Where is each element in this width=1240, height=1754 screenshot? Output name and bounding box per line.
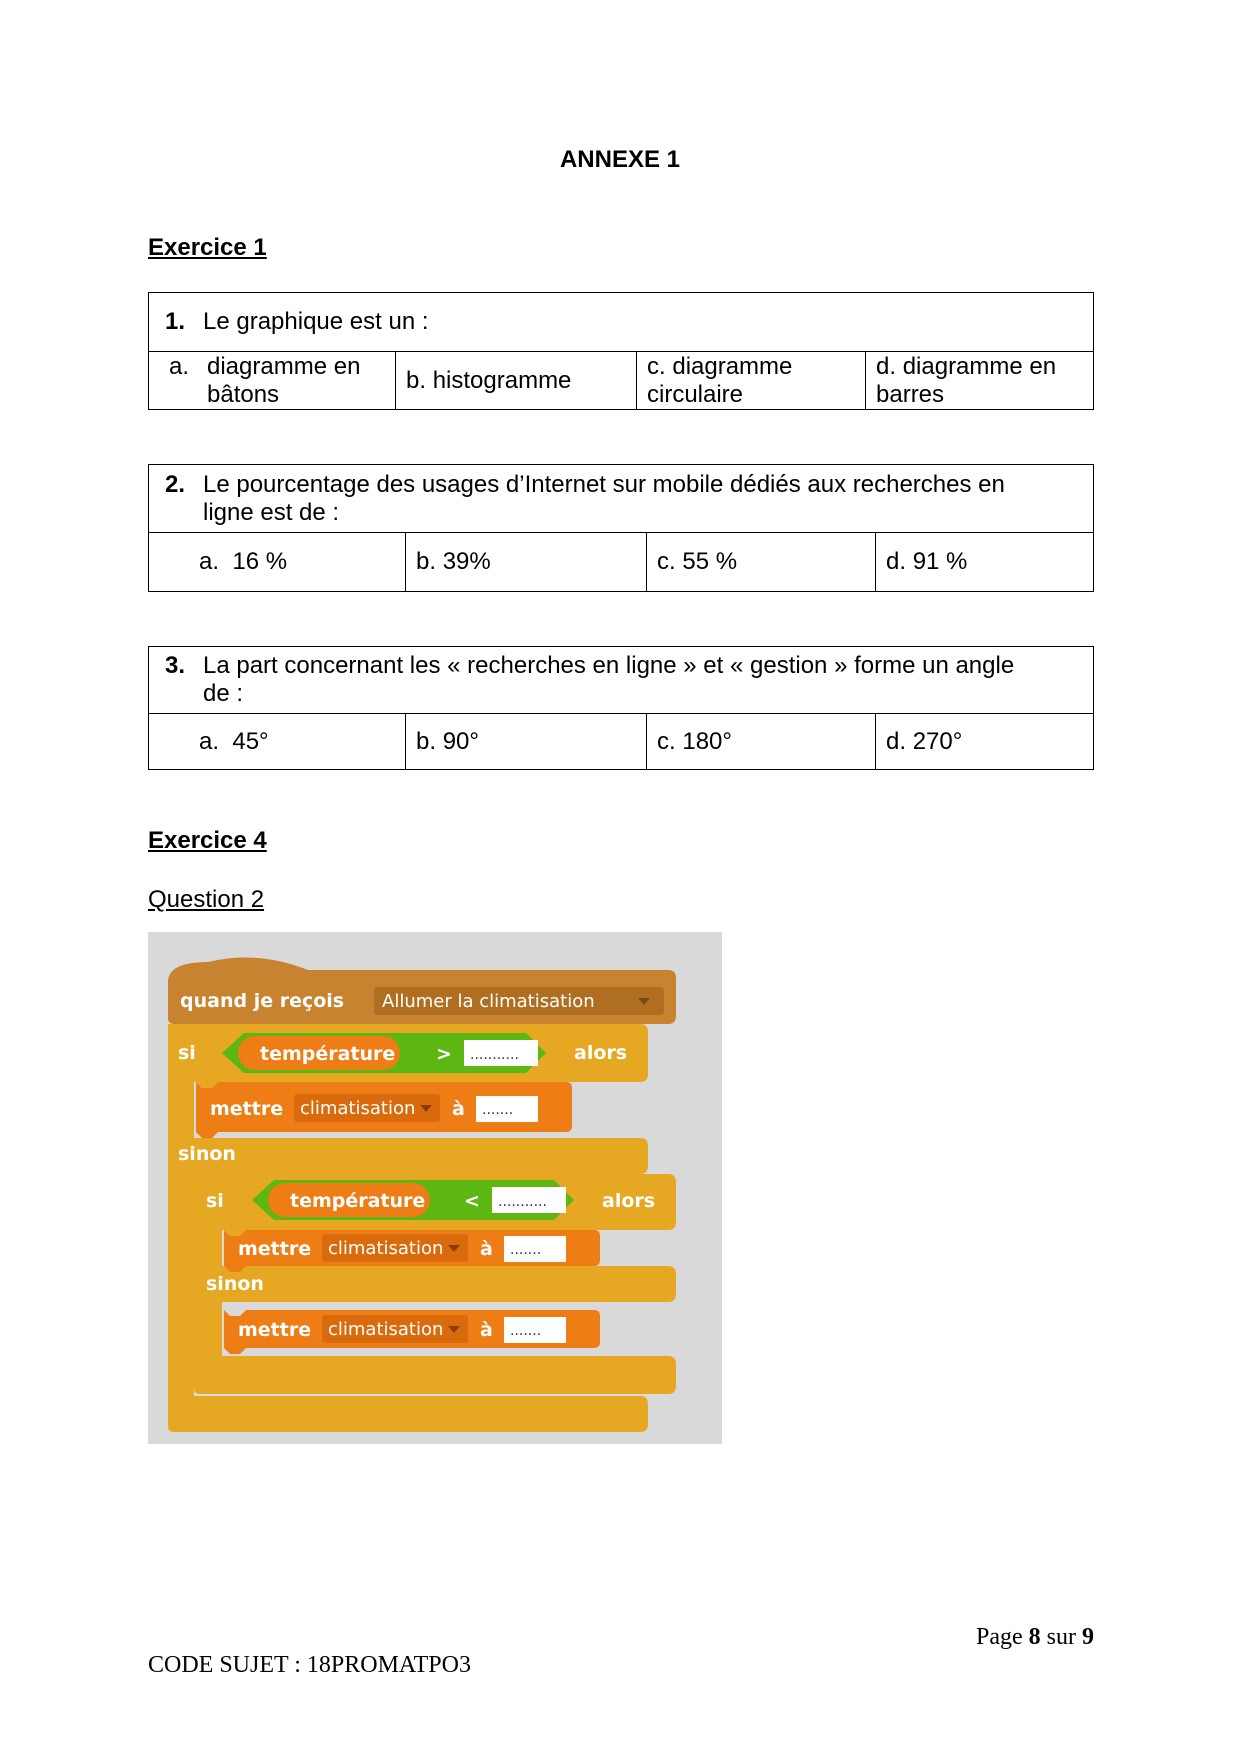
- to-keyword: à: [480, 1319, 493, 1341]
- then-keyword: alors: [574, 1042, 628, 1064]
- question-2-prompt: [149, 465, 1094, 533]
- option-label: c.: [657, 727, 676, 755]
- option-b[interactable]: [406, 533, 647, 592]
- inner-if-else-block: [194, 1174, 676, 1394]
- option-c[interactable]: [647, 714, 876, 770]
- option-text: diagramme en barres: [876, 352, 1057, 408]
- question-2-table: [148, 464, 1094, 592]
- question-text: Le graphique est un :: [203, 308, 429, 335]
- question-3-prompt: [149, 647, 1094, 714]
- variable-label: climatisation: [328, 1319, 444, 1340]
- question-text: La part concernant les « recherches en ligne » et « gestion » forme un angle de :: [203, 652, 1015, 707]
- hat-block-when-i-receive: [168, 958, 676, 1031]
- operator-less: <: [464, 1190, 480, 1212]
- exercise-1-title: Exercice 1: [148, 234, 267, 261]
- exercise-4-title: Exercice 4: [148, 827, 267, 854]
- option-label: c.: [657, 548, 676, 575]
- question-number: 2.: [165, 470, 186, 498]
- question-text: Le pourcentage des usages d’Internet sur mobile dédiés aux recherches en ligne est de :: [203, 470, 1005, 526]
- set-climatisation-block-3[interactable]: [224, 1310, 600, 1354]
- threshold-blank: ...........: [470, 1047, 519, 1063]
- sensor-label: température: [290, 1190, 426, 1212]
- set-climatisation-block-2[interactable]: [224, 1230, 600, 1272]
- question-3-table: [148, 646, 1094, 770]
- if-keyword: si: [206, 1190, 224, 1212]
- page-number: [976, 1624, 1094, 1651]
- set-climatisation-block-1[interactable]: [196, 1082, 572, 1138]
- else-keyword: sinon: [178, 1143, 236, 1165]
- threshold-blank: ...........: [498, 1194, 547, 1210]
- page-sep: sur: [1046, 1624, 1076, 1650]
- set-keyword: mettre: [210, 1098, 284, 1120]
- question-number: 1.: [165, 308, 186, 335]
- variable-label: climatisation: [300, 1098, 416, 1119]
- option-text: 55 %: [682, 548, 738, 575]
- if-keyword: si: [178, 1042, 196, 1064]
- option-label: d.: [876, 352, 897, 380]
- outer-if-else-block: [168, 1024, 676, 1432]
- option-text: histogramme: [432, 366, 572, 394]
- option-label: a.: [199, 548, 220, 575]
- scratch-program: [148, 932, 722, 1444]
- option-label: a.: [169, 352, 190, 380]
- question-1-table: [148, 292, 1094, 410]
- option-text: 180°: [682, 727, 732, 755]
- option-text: 90°: [442, 727, 479, 755]
- option-label: a.: [199, 727, 220, 755]
- else-keyword: sinon: [206, 1273, 264, 1295]
- option-label: d.: [886, 727, 907, 755]
- option-label: b.: [416, 727, 437, 755]
- question-2-title: Question 2: [148, 886, 265, 913]
- value-blank: .......: [510, 1242, 542, 1258]
- question-number: 3.: [165, 652, 186, 679]
- option-text: diagramme circulaire: [647, 352, 793, 408]
- page-prefix: Page: [976, 1624, 1023, 1650]
- option-b[interactable]: [396, 352, 637, 410]
- option-label: b.: [406, 366, 427, 394]
- option-a[interactable]: [149, 352, 396, 410]
- sensor-label: température: [260, 1043, 396, 1065]
- to-keyword: à: [452, 1098, 465, 1120]
- option-a[interactable]: [149, 714, 406, 770]
- value-blank: .......: [510, 1323, 542, 1339]
- option-b[interactable]: [406, 714, 647, 770]
- option-text: diagramme en bâtons: [207, 352, 361, 408]
- message-dropdown-label: Allumer la climatisation: [382, 991, 595, 1012]
- question-1-prompt: [149, 293, 1094, 352]
- to-keyword: à: [480, 1238, 493, 1260]
- option-text: 39%: [442, 548, 491, 575]
- option-label: b.: [416, 548, 437, 575]
- set-keyword: mettre: [238, 1319, 312, 1341]
- page-current: 8: [1028, 1624, 1041, 1650]
- hat-keyword: quand je reçois: [180, 990, 345, 1012]
- set-keyword: mettre: [238, 1238, 312, 1260]
- option-label: c.: [647, 352, 666, 380]
- option-d[interactable]: [876, 533, 1094, 592]
- option-a[interactable]: [149, 533, 406, 592]
- option-c[interactable]: [647, 533, 876, 592]
- page-total: 9: [1082, 1624, 1094, 1650]
- scratch-script-svg: [148, 932, 722, 1444]
- option-c[interactable]: [637, 352, 866, 410]
- subject-code: CODE SUJET : 18PROMATPO3: [148, 1652, 471, 1678]
- option-label: d.: [886, 548, 907, 575]
- greater-than-condition[interactable]: [222, 1033, 546, 1073]
- less-than-condition[interactable]: [252, 1180, 574, 1220]
- option-d[interactable]: [876, 714, 1094, 770]
- option-text: 91 %: [912, 548, 968, 575]
- then-keyword: alors: [602, 1190, 656, 1212]
- option-text: 270°: [912, 727, 963, 755]
- value-blank: .......: [482, 1102, 514, 1118]
- option-d[interactable]: [866, 352, 1094, 410]
- option-text: 16 %: [232, 548, 288, 575]
- annex-title: ANNEXE 1: [559, 146, 681, 173]
- option-text: 45°: [232, 727, 269, 755]
- variable-label: climatisation: [328, 1238, 444, 1259]
- operator-greater: >: [436, 1043, 452, 1065]
